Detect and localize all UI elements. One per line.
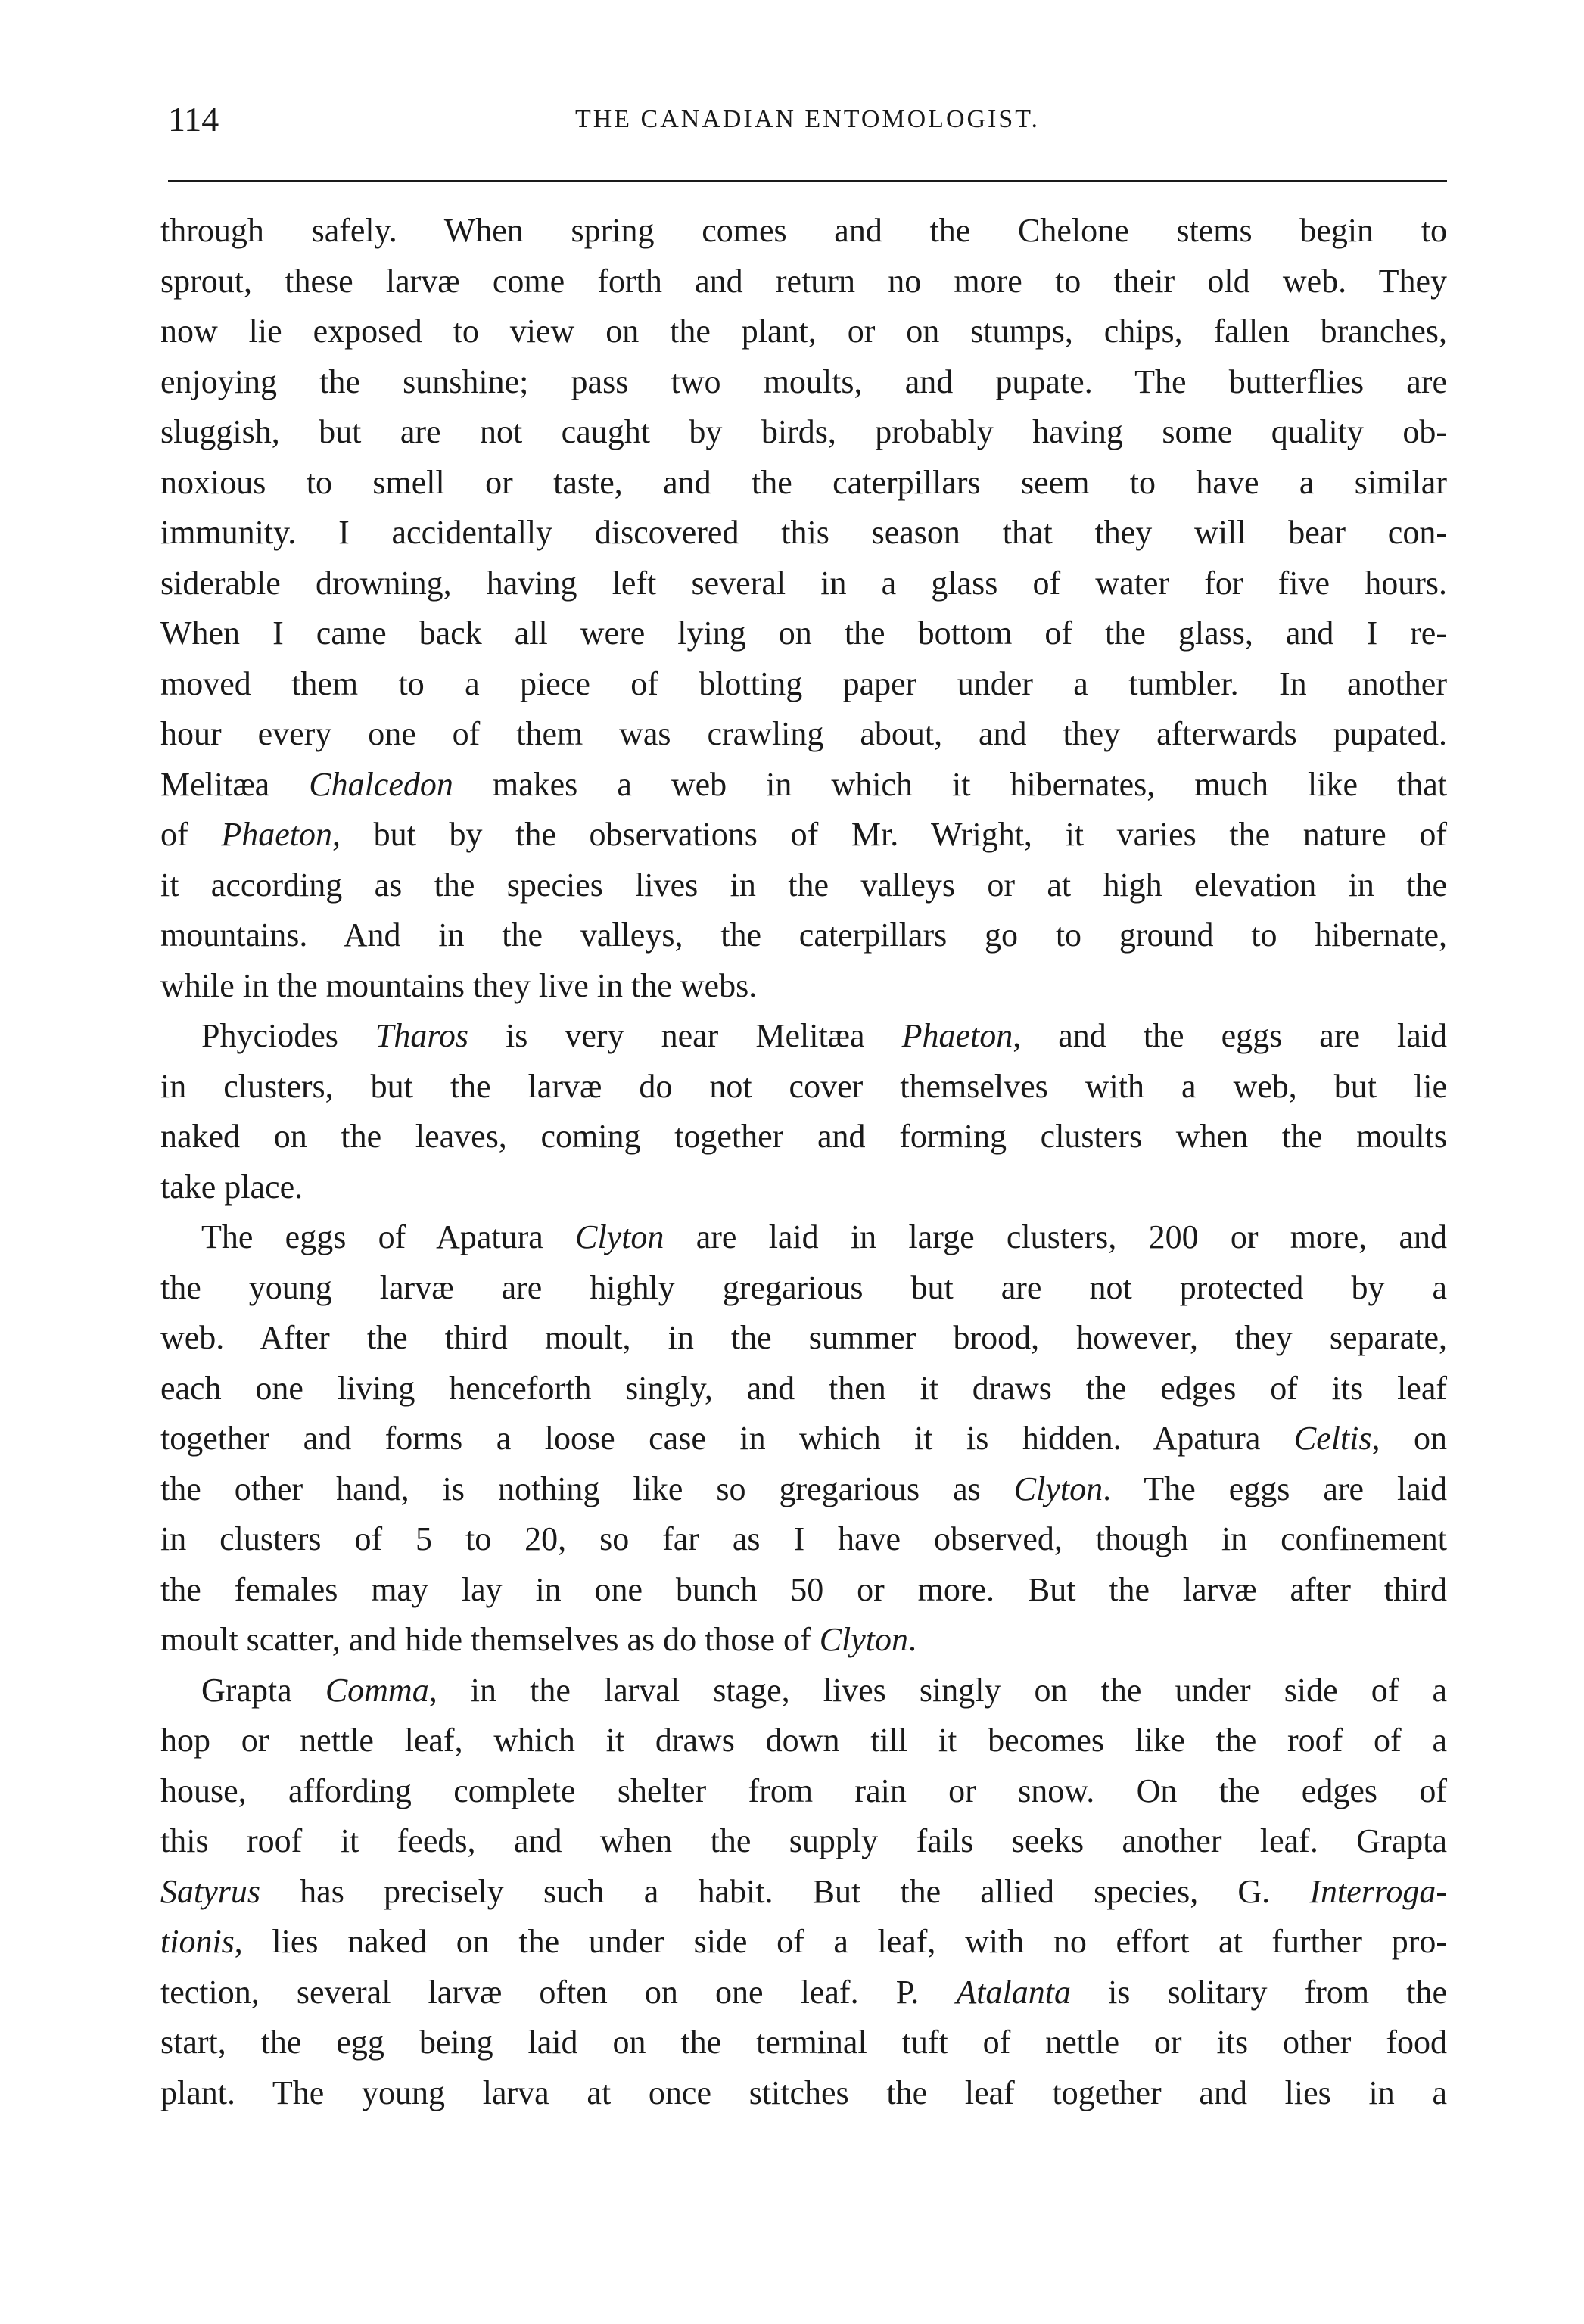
text-line: sluggish, but are not caught by birds, probably having some quality ob- bbox=[160, 413, 1447, 450]
text-line: the females may lay in one bunch 50 or more. But the larvæ after third bbox=[160, 1570, 1447, 1608]
text-line: take place. bbox=[160, 1168, 303, 1206]
species-name: Celtis bbox=[1293, 1420, 1372, 1457]
text-line: house, affording complete shelter from rain or snow. On the edges of bbox=[160, 1772, 1447, 1809]
header-rule bbox=[168, 180, 1447, 182]
text-line: sprout, these larvæ come forth and return no more to their old web. They bbox=[160, 262, 1447, 300]
text-line: immunity. I accidentally discovered this season that they will bear con- bbox=[160, 514, 1447, 551]
text-line: together and forms a loose case in which it is hidden. Apatura Celtis, on bbox=[160, 1420, 1448, 1457]
species-name: Phaeton bbox=[221, 816, 332, 853]
text-line: in clusters, but the larvæ do not cover themselves with a web, but lie bbox=[160, 1067, 1447, 1105]
running-title: THE CANADIAN ENTOMOLOGIST. bbox=[574, 105, 1041, 133]
species-name: Phaeton bbox=[901, 1017, 1013, 1054]
text-line: plant. The young larva at once stitches the leaf together and lies in a bbox=[160, 2074, 1447, 2111]
text-line: while in the mountains they live in the webs. bbox=[160, 966, 758, 1004]
text-line: naked on the leaves, coming together and forming clusters when the moults bbox=[160, 1118, 1447, 1155]
text-line: moved them to a piece of blotting paper under a tumbler. In another bbox=[160, 664, 1447, 702]
text-line: noxious to smell or taste, and the caterpillars seem to have a similar bbox=[160, 463, 1447, 501]
text-line: now lie exposed to view on the plant, or on stumps, chips, fallen branches, bbox=[160, 313, 1447, 350]
text-line: each one living henceforth singly, and then it draws the edges of its leaf bbox=[160, 1369, 1447, 1407]
text-line: Phyciodes Tharos is very near Melitæa Phaeton, and the eggs are laid bbox=[201, 1017, 1447, 1054]
text-line: moult scatter, and hide themselves as do those of Clyton. bbox=[160, 1621, 917, 1658]
text-line: of Phaeton, but by the observations of Mr. Wright, it varies the nature of bbox=[160, 816, 1448, 853]
species-name: Clyton bbox=[1013, 1470, 1103, 1507]
text-line: start, the egg being laid on the terminal tuft of nettle or its other food bbox=[160, 2024, 1447, 2061]
species-name: Chalcedon bbox=[309, 765, 453, 803]
text-line: Melitæa Chalcedon makes a web in which it hibernates, much like that bbox=[160, 765, 1448, 803]
species-name: Clyton bbox=[575, 1218, 664, 1255]
species-name: Interroga- bbox=[1309, 1872, 1447, 1910]
text-line: the young larvæ are highly gregarious but are not protected by a bbox=[160, 1268, 1447, 1306]
species-name: tionis bbox=[160, 1923, 235, 1960]
text-line: mountains. And in the valleys, the caterpillars go to ground to hibernate, bbox=[160, 916, 1447, 954]
text-line: hour every one of them was crawling about, and they afterwards pupated. bbox=[160, 715, 1447, 752]
text-line: enjoying the sunshine; pass two moults, and pupate. The butterflies are bbox=[160, 362, 1447, 400]
page-header bbox=[168, 97, 1447, 142]
text-line: hop or nettle leaf, which it draws down till it becomes like the roof of a bbox=[160, 1722, 1447, 1759]
text-line: Grapta Comma, in the larval stage, lives singly on the under side of a bbox=[201, 1671, 1447, 1709]
page-number: 114 bbox=[168, 100, 219, 138]
species-name: Comma bbox=[325, 1671, 429, 1709]
body-text bbox=[160, 206, 1447, 2118]
text-line: When I came back all were lying on the bottom of the glass, and I re- bbox=[160, 614, 1447, 652]
species-name: Tharos bbox=[375, 1017, 468, 1054]
text-line: through safely. When spring comes and the Chelone stems begin to bbox=[160, 212, 1447, 249]
text-line: siderable drowning, having left several in a glass of water for five hours. bbox=[160, 564, 1447, 602]
text-line: in clusters of 5 to 20, so far as I have observed, though in confinement bbox=[160, 1520, 1447, 1557]
text-line: Satyrus has precisely such a habit. But the allied species, G. Interroga- bbox=[160, 1872, 1447, 1910]
species-name: Atalanta bbox=[956, 1973, 1071, 2011]
text-line: web. After the third moult, in the summer brood, however, they separate, bbox=[160, 1319, 1447, 1356]
text-line: tection, several larvæ often on one leaf. P. Atalanta is solitary from the bbox=[160, 1973, 1448, 2011]
text-line: it according as the species lives in the valleys or at high elevation in the bbox=[160, 866, 1447, 904]
text-line: tionis, lies naked on the under side of a leaf, with no effort at further pro- bbox=[160, 1923, 1447, 1960]
text-line: The eggs of Apatura Clyton are laid in large clusters, 200 or more, and bbox=[201, 1218, 1447, 1255]
species-name: Clyton bbox=[819, 1621, 909, 1658]
text-line: this roof it feeds, and when the supply fails seeks another leaf. Grapta bbox=[160, 1822, 1447, 1859]
text-line: the other hand, is nothing like so gregarious as Clyton. The eggs are laid bbox=[160, 1470, 1448, 1507]
species-name: Satyrus bbox=[160, 1872, 260, 1910]
